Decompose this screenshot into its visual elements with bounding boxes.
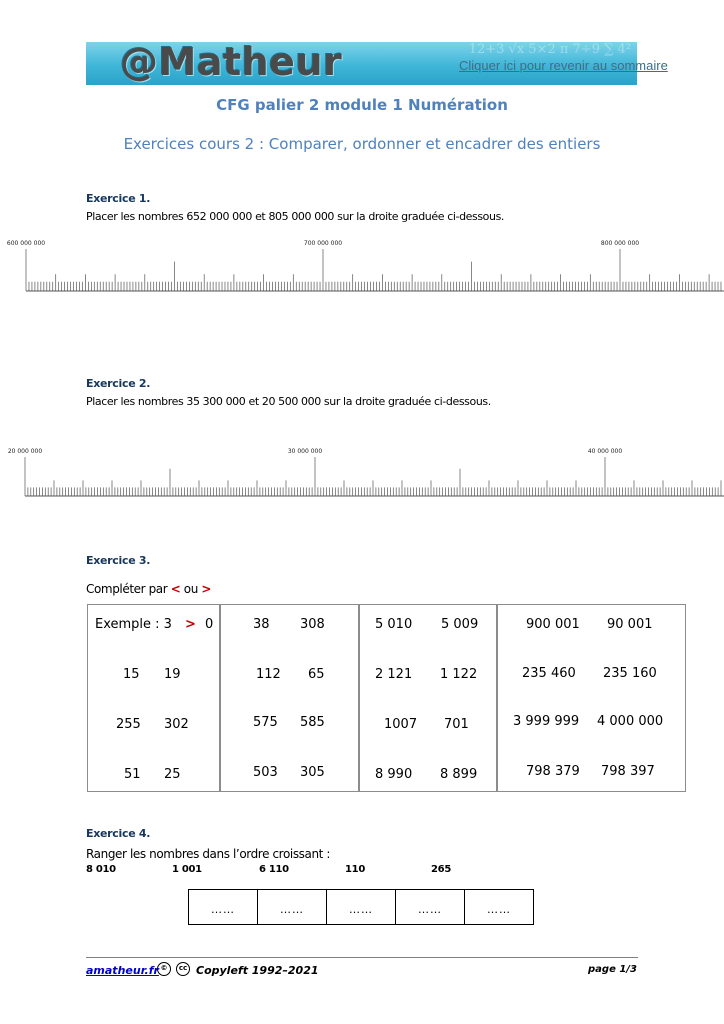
table-column-4	[498, 605, 685, 791]
left-number: 235 460	[522, 666, 576, 681]
number-line-1	[0, 236, 724, 296]
right-number: 25	[164, 767, 181, 782]
answer-box[interactable]: ……	[258, 890, 327, 924]
footer-divider	[86, 957, 638, 958]
example-sign: >	[185, 617, 196, 632]
ruler-label: 40 000 000	[587, 448, 623, 455]
right-number: 1 122	[440, 667, 478, 682]
left-number: 2 121	[375, 667, 413, 682]
back-to-summary-link[interactable]: Cliquer ici pour revenir au sommaire	[459, 58, 668, 73]
right-number: 302	[164, 717, 189, 732]
table-column-2	[221, 605, 360, 791]
exercise-4-title: Exercice 4.	[86, 827, 151, 840]
right-number: 4 000 000	[597, 714, 664, 729]
answer-box[interactable]: ……	[396, 890, 465, 924]
exercise-3-title: Exercice 3.	[86, 554, 151, 567]
number-item: 8 010	[86, 864, 116, 875]
ruler-label: 20 000 000	[7, 448, 43, 455]
left-number: 5 010	[375, 617, 413, 632]
left-number: 255	[116, 717, 141, 732]
left-number: 503	[253, 765, 278, 780]
right-number: 308	[300, 617, 325, 632]
right-number: 305	[300, 765, 325, 780]
number-line-2-graphic	[0, 444, 724, 504]
answer-box[interactable]: ……	[327, 890, 396, 924]
page-number: page 1/3	[588, 964, 637, 975]
exercise-3-instruction	[86, 582, 211, 596]
creative-commons-icon: cc	[176, 962, 190, 976]
table-column-1	[88, 605, 221, 791]
right-number: 798 397	[601, 764, 655, 779]
left-number: 112	[256, 667, 281, 682]
right-number: 90 001	[607, 617, 653, 632]
exercise-2-instruction: Placer les nombres 35 300 000 et 20 500 000 sur la droite graduée ci-dessous.	[86, 395, 491, 408]
number-line-1-graphic	[0, 236, 724, 296]
left-number: 38	[253, 617, 270, 632]
copyleft-text: Copyleft 1992–2021	[196, 964, 319, 977]
right-number: 701	[444, 717, 469, 732]
exercise-4-instruction: Ranger les nombres dans l’ordre croissant :	[86, 847, 331, 861]
page-title: CFG palier 2 module 1 Numération	[216, 96, 508, 114]
right-number: 235 160	[603, 666, 657, 681]
left-number: 900 001	[526, 617, 580, 632]
number-line-2	[0, 444, 724, 504]
copyleft-icon: ©	[157, 962, 171, 976]
exercise-1-instruction: Placer les nombres 652 000 000 et 805 000 000 sur la droite graduée ci-dessous.	[86, 210, 505, 223]
right-number: 5 009	[441, 617, 479, 632]
exercise-2-title: Exercice 2.	[86, 377, 151, 390]
left-number: 8 990	[375, 767, 413, 782]
greater-than-sign: >	[201, 582, 212, 596]
less-than-sign: <	[170, 582, 181, 596]
header-banner[interactable]	[86, 40, 668, 85]
site-logo: @Matheur	[120, 40, 343, 84]
number-item: 1 001	[172, 864, 202, 875]
left-number: 1007	[384, 717, 418, 732]
exercise-1-title: Exercice 1.	[86, 192, 151, 205]
number-item: 6 110	[259, 864, 289, 875]
answer-box[interactable]: ……	[189, 890, 258, 924]
ruler-label: 600 000 000	[6, 240, 46, 247]
number-item: 265	[431, 864, 451, 875]
right-number: 585	[300, 715, 325, 730]
example-label: Exemple : 3	[95, 617, 172, 632]
instruction-or: ou	[183, 582, 198, 596]
answer-box[interactable]: ……	[487, 903, 511, 916]
number-item: 110	[345, 864, 365, 875]
ordering-answer-boxes	[188, 889, 534, 925]
footer-site-link[interactable]: amatheur.fr	[86, 964, 159, 977]
page-subtitle: Exercices cours 2 : Comparer, ordonner et encadrer des entiers	[123, 135, 601, 153]
ruler-label: 800 000 000	[600, 240, 640, 247]
ruler-label: 30 000 000	[287, 448, 323, 455]
table-column-3	[360, 605, 498, 791]
right-number: 8 899	[440, 767, 478, 782]
banner-watermark: 12+3 √x 5×2 π 7÷9 ∑ 4²	[468, 42, 631, 57]
right-number: 19	[164, 667, 181, 682]
left-number: 51	[124, 767, 141, 782]
left-number: 3 999 999	[513, 714, 580, 729]
example-right: 0	[205, 617, 214, 632]
right-number: 65	[308, 667, 325, 682]
left-number: 15	[123, 667, 140, 682]
comparison-table	[87, 604, 686, 792]
ruler-label: 700 000 000	[303, 240, 343, 247]
instruction-prefix: Compléter par	[86, 582, 168, 596]
left-number: 575	[253, 715, 278, 730]
left-number: 798 379	[526, 764, 580, 779]
